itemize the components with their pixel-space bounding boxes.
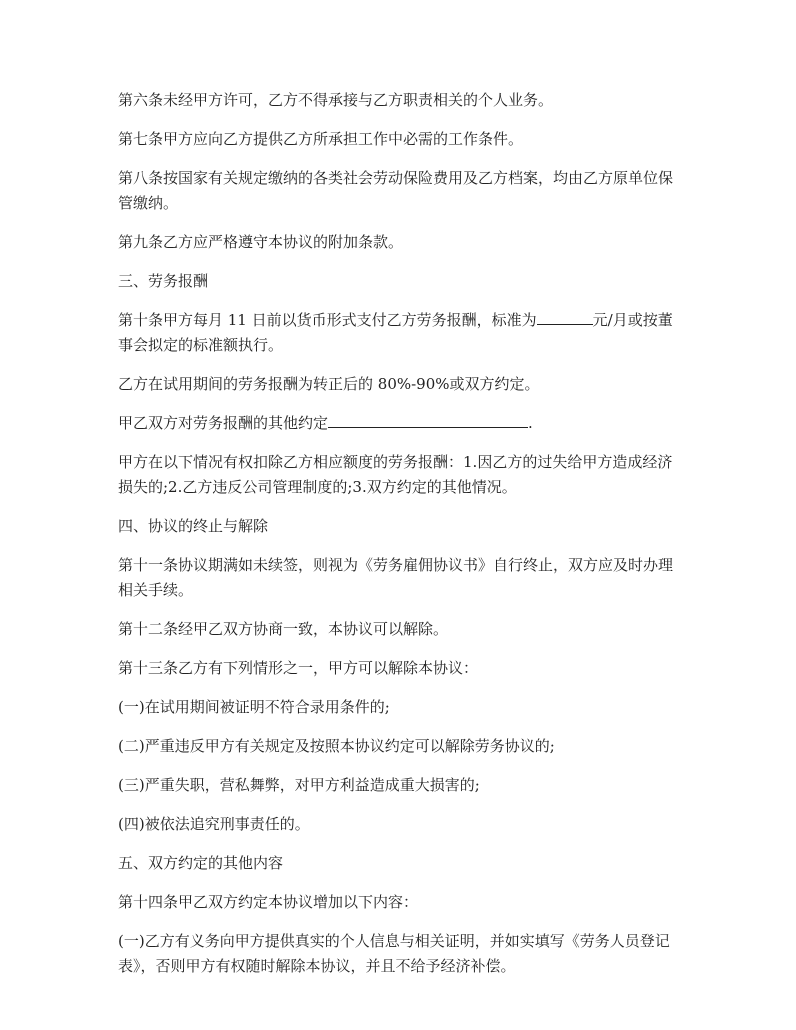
list-item: (二)严重违反甲方有关规定及按照本协议约定可以解除劳务协议的; <box>118 737 555 755</box>
article-6: 第六条未经甲方许可，乙方不得承接与乙方职责相关的个人业务。 <box>118 91 554 109</box>
article-7: 第七条甲方应向乙方提供乙方所承担工作中必需的工作条件。 <box>118 130 524 148</box>
document-page <box>118 88 686 993</box>
list-item: (一)乙方有义务向甲方提供真实的个人信息与相关证明，并如实填写《劳务人员登记表》，否则甲方有权随时解除本协议，并且不给予经济补偿。 <box>118 932 670 975</box>
article-9: 第九条乙方应严格遵守本协议的附加条款。 <box>118 233 404 251</box>
article-10-text-after: 元/月或按董事会拟定的标准额执行。 <box>118 311 673 354</box>
deduction-clause: 甲方在以下情况有权扣除乙方相应额度的劳务报酬：1.因乙方的过失给甲方造成经济损失的;2.乙方违反公司管理制度的;3.双方约定的其他情况。 <box>118 453 673 496</box>
other-pay-period: . <box>528 414 533 432</box>
list-item: (四)被依法追究刑事责任的。 <box>118 815 310 833</box>
list-item: (一)在试用期间被证明不符合录用条件的; <box>118 698 390 716</box>
article-11: 第十一条协议期满如未续签，则视为《劳务雇佣协议书》自行终止，双方应及时办理相关手续。 <box>118 556 674 599</box>
article-14: 第十四条甲乙双方约定本协议增加以下内容： <box>118 893 419 911</box>
list-item: (三)严重失职，营私舞弊，对甲方利益造成重大损害的; <box>118 776 480 794</box>
other-pay-text: 甲乙双方对劳务报酬的其他约定 <box>118 414 329 432</box>
section-5-heading: 五、双方约定的其他内容 <box>118 854 284 872</box>
other-pay-agreement <box>118 411 686 436</box>
article-13: 第十三条乙方有下列情形之一，甲方可以解除本协议： <box>118 659 479 677</box>
section-4-heading: 四、协议的终止与解除 <box>118 517 269 535</box>
salary-blank-line <box>537 308 593 325</box>
probation-pay: 乙方在试用期间的劳务报酬为转正后的 80%-90%或双方约定。 <box>118 375 540 393</box>
article-10-text-before: 第十条甲方每月 11 日前以货币形式支付乙方劳务报酬，标准为 <box>118 311 537 329</box>
article-8: 第八条按国家有关规定缴纳的各类社会劳动保险费用及乙方档案，均由乙方原单位保管缴纳。 <box>118 169 674 212</box>
other-agreement-blank-line <box>328 411 528 428</box>
article-10 <box>118 308 686 358</box>
section-3-heading: 三、劳务报酬 <box>118 272 209 290</box>
article-12: 第十二条经甲乙双方协商一致，本协议可以解除。 <box>118 620 449 638</box>
